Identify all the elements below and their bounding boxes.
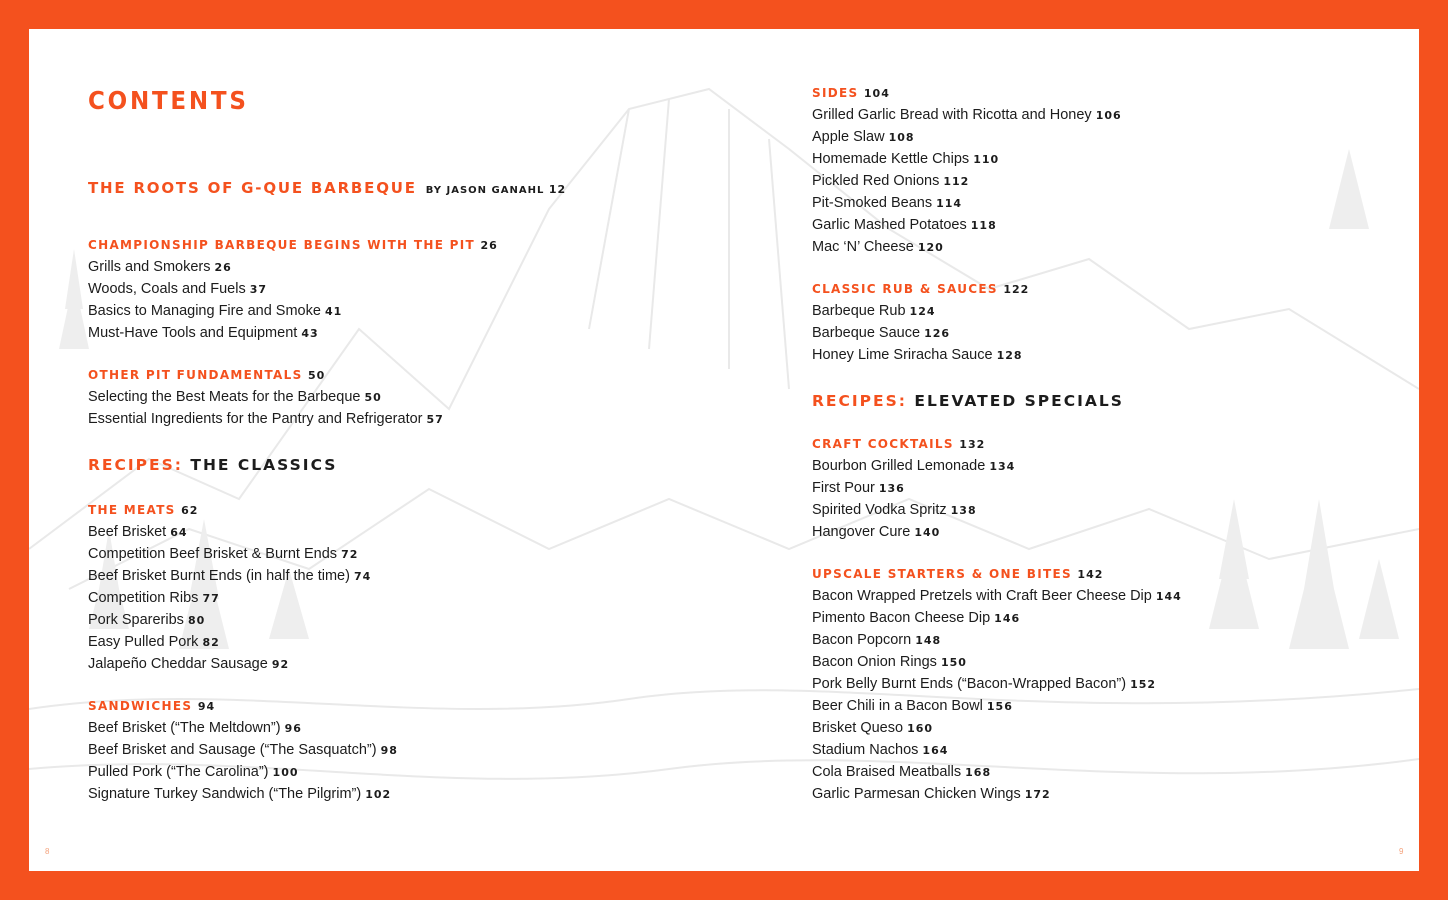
page-number: 64 — [170, 526, 188, 539]
page-number: 26 — [214, 261, 232, 274]
page-number: 138 — [950, 504, 977, 517]
byline-text: BY JASON GANAHL — [425, 185, 545, 196]
page-number: 98 — [380, 744, 398, 757]
list-item — [88, 609, 371, 631]
list-item — [88, 717, 398, 739]
list-item — [88, 565, 371, 587]
item-label: Grills and Smokers — [88, 259, 211, 275]
folio-left: 8 — [45, 847, 50, 856]
part-title: ELEVATED SPECIALS — [914, 392, 1124, 410]
item-label: Spirited Vodka Spritz — [812, 502, 947, 518]
item-label: Bacon Wrapped Pretzels with Craft Beer Cheese Dip — [812, 588, 1152, 604]
list-item — [88, 587, 371, 609]
page-number: 37 — [249, 283, 268, 296]
list-item — [812, 673, 1182, 695]
heading-text: CHAMPIONSHIP BARBEQUE BEGINS WITH THE PIT — [88, 238, 476, 252]
list-item — [812, 607, 1182, 629]
list-item — [812, 783, 1182, 805]
list-item — [812, 344, 1029, 366]
list-item — [812, 236, 1122, 258]
roots-title: THE ROOTS OF G-QUE BARBEQUE — [88, 179, 417, 197]
part-label: RECIPES: — [88, 456, 183, 474]
section-heading — [88, 695, 398, 717]
list-item — [812, 477, 1015, 499]
page-number: 146 — [994, 612, 1021, 625]
heading-text: SIDES — [812, 86, 859, 100]
page-number: 74 — [353, 570, 372, 583]
heading-text: THE MEATS — [88, 503, 176, 517]
page-number: 94 — [197, 700, 216, 713]
item-label: Garlic Parmesan Chicken Wings — [812, 786, 1021, 802]
list-item — [88, 322, 498, 344]
page-number: 128 — [996, 349, 1023, 362]
item-label: Pulled Pork (“The Carolina”) — [88, 764, 269, 780]
list-item — [88, 278, 498, 300]
item-label: Stadium Nachos — [812, 742, 919, 758]
list-item — [88, 653, 371, 675]
list-item — [88, 783, 398, 805]
section-starters — [812, 563, 1182, 805]
item-label: Grilled Garlic Bread with Ricotta and Honey — [812, 107, 1092, 123]
list-item — [88, 739, 398, 761]
page-number: 136 — [878, 482, 905, 495]
list-item — [812, 300, 1029, 322]
page-number: 134 — [989, 460, 1016, 473]
page-number: 140 — [914, 526, 941, 539]
item-label: Pimento Bacon Cheese Dip — [812, 610, 991, 626]
item-label: Pork Spareribs — [88, 612, 184, 628]
page-number: 114 — [936, 197, 963, 210]
item-label: Beef Brisket and Sausage (“The Sasquatch”) — [88, 742, 377, 758]
page-number: 144 — [1155, 590, 1182, 603]
list-item — [88, 543, 371, 565]
section-heading — [812, 433, 1015, 455]
list-item — [812, 629, 1182, 651]
page-number: 104 — [863, 87, 890, 100]
page-number: 110 — [973, 153, 1000, 166]
list-item — [812, 104, 1122, 126]
item-label: Signature Turkey Sandwich (“The Pilgrim”) — [88, 786, 362, 802]
item-label: Cola Braised Meatballs — [812, 764, 962, 780]
heading-text: OTHER PIT FUNDAMENTALS — [88, 368, 303, 382]
section-heading — [812, 563, 1182, 585]
item-label: Barbeque Rub — [812, 303, 906, 319]
section-heading — [812, 82, 1122, 104]
item-label: Homemade Kettle Chips — [812, 151, 970, 167]
item-label: Competition Beef Brisket & Burnt Ends — [88, 546, 338, 562]
section-sides — [812, 82, 1122, 258]
page-title: CONTENTS — [88, 86, 249, 115]
folio-right: 9 — [1399, 847, 1404, 856]
list-item — [88, 300, 498, 322]
section-heading — [88, 364, 444, 386]
part-title: THE CLASSICS — [190, 456, 338, 474]
item-label: Selecting the Best Meats for the Barbeque — [88, 389, 361, 405]
item-label: Pork Belly Burnt Ends (“Bacon-Wrapped Bacon”) — [812, 676, 1127, 692]
item-label: Basics to Managing Fire and Smoke — [88, 303, 321, 319]
section-meats — [88, 499, 371, 675]
item-label: Pit-Smoked Beans — [812, 195, 933, 211]
page-number: 82 — [202, 636, 220, 649]
list-item — [812, 455, 1015, 477]
roots-page: 12 — [548, 183, 567, 196]
list-item — [812, 521, 1015, 543]
item-label: Must-Have Tools and Equipment — [88, 325, 298, 341]
section-rub-sauces — [812, 278, 1029, 366]
page-number: 112 — [943, 175, 970, 188]
list-item — [88, 256, 498, 278]
page-number: 150 — [940, 656, 967, 669]
part-heading-classics — [88, 453, 337, 477]
item-label: Garlic Mashed Potatoes — [812, 217, 967, 233]
page-number: 126 — [924, 327, 951, 340]
section-pit — [88, 234, 498, 344]
item-label: Bacon Popcorn — [812, 632, 912, 648]
list-item — [812, 651, 1182, 673]
item-label: Brisket Queso — [812, 720, 904, 736]
list-item — [812, 192, 1122, 214]
page-number: 100 — [272, 766, 299, 779]
item-label: Apple Slaw — [812, 129, 885, 145]
section-heading — [812, 278, 1029, 300]
item-label: Competition Ribs — [88, 590, 199, 606]
page-number: 164 — [922, 744, 949, 757]
item-label: Barbeque Sauce — [812, 325, 921, 341]
page-number: 156 — [986, 700, 1013, 713]
page-number: 106 — [1095, 109, 1122, 122]
item-label: Bacon Onion Rings — [812, 654, 937, 670]
item-label: Hangover Cure — [812, 524, 911, 540]
item-label: Beef Brisket (“The Meltdown”) — [88, 720, 281, 736]
page-number: 168 — [965, 766, 992, 779]
item-label: Woods, Coals and Fuels — [88, 281, 246, 297]
page-number: 172 — [1024, 788, 1051, 801]
item-label: Honey Lime Sriracha Sauce — [812, 347, 993, 363]
item-label: First Pour — [812, 480, 875, 496]
page-number: 102 — [365, 788, 392, 801]
list-item — [812, 739, 1182, 761]
page-number: 77 — [202, 592, 220, 605]
item-label: Beer Chili in a Bacon Bowl — [812, 698, 983, 714]
item-label: Essential Ingredients for the Pantry and Refrigerator — [88, 411, 423, 427]
page-number: 108 — [888, 131, 915, 144]
list-item — [88, 631, 371, 653]
page-number: 148 — [915, 634, 942, 647]
page-number: 92 — [271, 658, 290, 671]
page-number: 50 — [364, 391, 382, 404]
heading-text: CLASSIC RUB & SAUCES — [812, 282, 998, 296]
page-number: 132 — [959, 438, 986, 451]
list-item — [812, 126, 1122, 148]
page-number: 142 — [1077, 568, 1104, 581]
list-item — [88, 408, 444, 430]
heading-text: UPSCALE STARTERS & ONE BITES — [812, 567, 1072, 581]
list-item — [812, 695, 1182, 717]
list-item — [88, 386, 444, 408]
page-number: 160 — [907, 722, 934, 735]
page-number: 72 — [341, 548, 359, 561]
item-label: Mac ‘N’ Cheese — [812, 239, 914, 255]
page-number: 41 — [324, 305, 343, 318]
section-sandwiches — [88, 695, 398, 805]
list-item — [812, 499, 1015, 521]
roots-byline — [421, 185, 566, 196]
list-item — [812, 170, 1122, 192]
list-item — [812, 585, 1182, 607]
list-item — [812, 214, 1122, 236]
book-spread — [29, 29, 1419, 871]
list-item — [812, 717, 1182, 739]
page-number: 122 — [1003, 283, 1030, 296]
item-label: Beef Brisket — [88, 524, 167, 540]
part-heading-elevated — [812, 389, 1124, 413]
list-item — [812, 148, 1122, 170]
part-label: RECIPES: — [812, 392, 907, 410]
item-label: Beef Brisket Burnt Ends (in half the time) — [88, 568, 350, 584]
heading-text: SANDWICHES — [88, 699, 193, 713]
page-number: 152 — [1130, 678, 1157, 691]
heading-text: CRAFT COCKTAILS — [812, 437, 954, 451]
item-label: Bourbon Grilled Lemonade — [812, 458, 986, 474]
page-number: 43 — [301, 327, 319, 340]
page-number: 124 — [909, 305, 936, 318]
item-label: Jalapeño Cheddar Sausage — [88, 656, 268, 672]
page-number: 80 — [187, 614, 206, 627]
page-number: 118 — [970, 219, 997, 232]
item-label: Pickled Red Onions — [812, 173, 940, 189]
item-label: Easy Pulled Pork — [88, 634, 199, 650]
section-cocktails — [812, 433, 1015, 543]
page-number: 96 — [284, 722, 302, 735]
list-item — [812, 322, 1029, 344]
roots-entry — [88, 179, 566, 198]
section-heading — [88, 499, 371, 521]
page-number: 26 — [480, 239, 498, 252]
list-item — [88, 521, 371, 543]
page-number: 57 — [426, 413, 444, 426]
page-number: 62 — [181, 504, 199, 517]
section-heading — [88, 234, 498, 256]
section-fundamentals — [88, 364, 444, 430]
list-item — [812, 761, 1182, 783]
page-number: 50 — [308, 369, 326, 382]
page-number: 120 — [917, 241, 944, 254]
list-item — [88, 761, 398, 783]
